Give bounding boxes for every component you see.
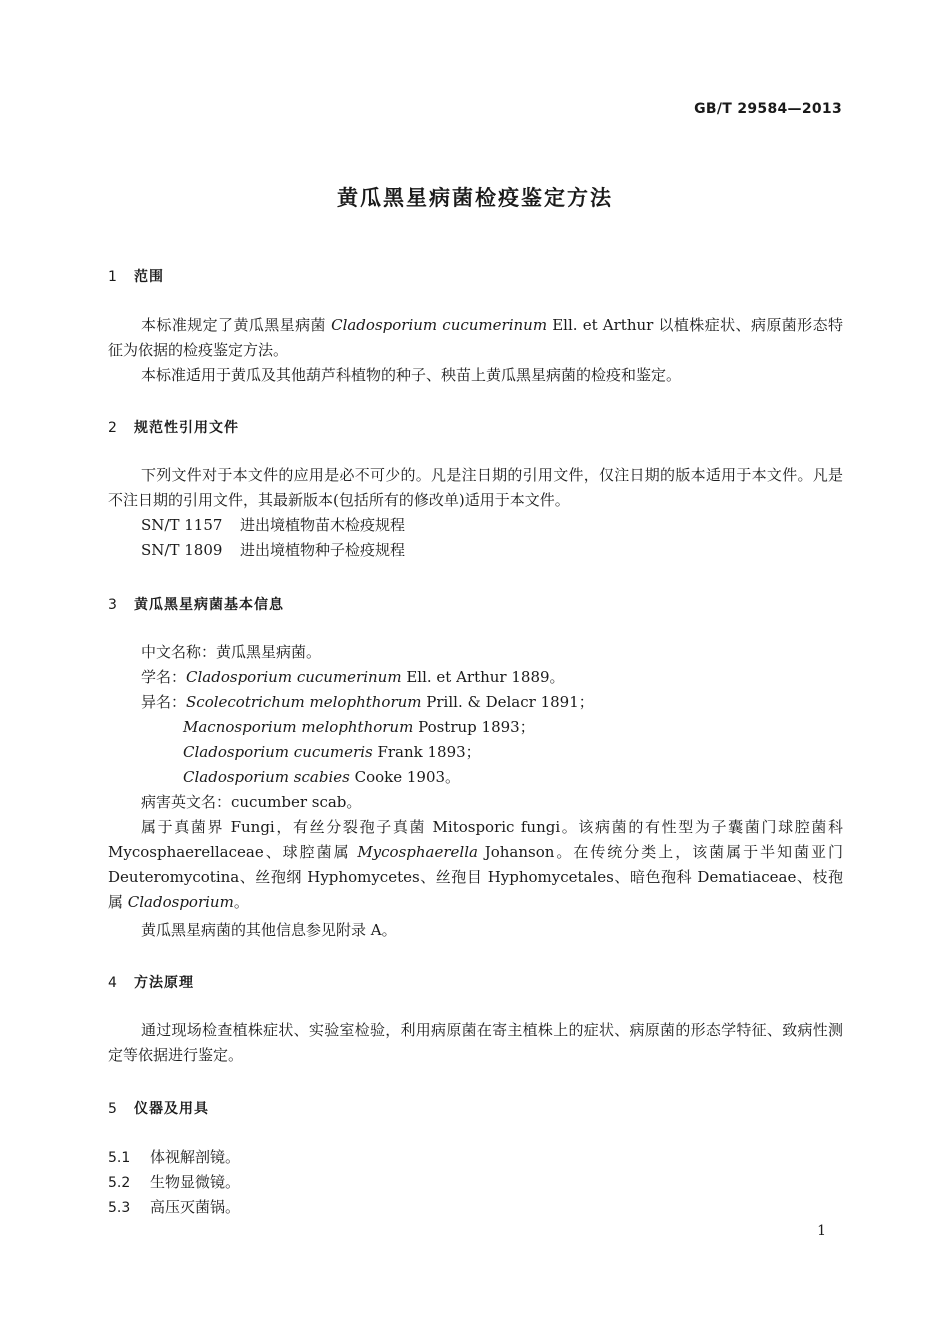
item-number: 5.1: [108, 1150, 131, 1166]
author: Cooke 1903。: [349, 768, 461, 786]
text-run: Ell. et Arthur 以植株症状、病原菌形态特征为依据的检疫鉴定方法。: [108, 316, 843, 359]
section-1-title: 范围: [134, 269, 164, 285]
section-1-heading: [108, 266, 164, 286]
item-text: 高压灭菌锅。: [150, 1198, 241, 1216]
item-text: 体视解剖镜。: [150, 1148, 241, 1166]
english-name-line: 病害英文名：cucumber scab。: [141, 793, 362, 811]
synonym-line: [141, 690, 594, 715]
reference-code: SN/T 1809: [141, 541, 223, 559]
section-5-heading: [108, 1098, 209, 1118]
item-number: 5.3: [108, 1200, 131, 1216]
section-2-heading: [108, 417, 239, 437]
author: Frank 1893；: [372, 743, 481, 761]
section-4-number: 4: [108, 975, 118, 991]
item-number: 5.2: [108, 1175, 131, 1191]
text-run: 本标准规定了黄瓜黑星病菌: [141, 316, 332, 334]
item-text: 生物显微镜。: [150, 1173, 241, 1191]
reference-title: 进出境植物种子检疫规程: [240, 541, 406, 559]
section-2-number: 2: [108, 420, 118, 436]
scientific-name: Cladosporium cucumeris: [183, 743, 373, 761]
scientific-name: Cladosporium cucumerinum: [186, 668, 402, 686]
scientific-name: Cladosporium: [127, 893, 234, 911]
equipment-item: [108, 1170, 240, 1196]
section-1-paragraph-2: 本标准适用于黄瓜及其他葫芦科植物的种子、秧苗上黄瓜黑星病菌的检疫和鉴定。: [141, 366, 682, 384]
section-1-number: 1: [108, 269, 118, 285]
synonym-line: [183, 740, 481, 765]
scientific-name-line: [141, 665, 565, 690]
section-2-paragraph-1: 下列文件对于本文件的应用是必不可少的。凡是注日期的引用文件，仅注日期的版本适用于本文件。凡是不注日期的引用文件，其最新版本(包括所有的修改单)适用于本文件。: [108, 466, 843, 509]
synonym-line: [183, 715, 535, 740]
section-1-paragraph-1: [108, 313, 843, 363]
other-info-paragraph: 黄瓜黑星病菌的其他信息参见附录 A。: [141, 921, 397, 939]
author: Postrup 1893；: [413, 718, 535, 736]
reference-item: [141, 538, 405, 563]
standard-code: GB/T 29584—2013: [694, 101, 842, 117]
document-title: 黄瓜黑星病菌检疫鉴定方法: [337, 186, 613, 210]
text-run: Johanson。在传统分类上，该菌属于半知菌亚门 Deuteromycotina、丝孢纲 Hyphomycetes、丝孢目 Hyphomycetales、暗色孢科 Dematiaceae、枝孢属: [108, 843, 843, 911]
equipment-item: [108, 1195, 240, 1221]
section-5-title: 仪器及用具: [134, 1101, 209, 1117]
scientific-name: Cladosporium scabies: [183, 768, 350, 786]
section-3-title: 黄瓜黑星病菌基本信息: [134, 597, 284, 613]
section-4-paragraph-1: 通过现场检查植株症状、实验室检验，利用病原菌在寄主植株上的症状、病原菌的形态学特征、致病性测定等依据进行鉴定。: [108, 1021, 843, 1064]
section-5-number: 5: [108, 1101, 118, 1117]
scientific-name: Cladosporium cucumerinum: [331, 316, 548, 334]
label: 异名：: [141, 693, 187, 711]
equipment-item: [108, 1145, 240, 1171]
text-run: 。: [233, 893, 249, 911]
reference-code: SN/T 1157: [141, 516, 223, 534]
scientific-name: Scolecotrichum melophthorum: [186, 693, 422, 711]
reference-item: [141, 513, 405, 538]
author: Ell. et Arthur 1889。: [401, 668, 565, 686]
section-4-heading: [108, 972, 194, 992]
text-run: 属于真菌界 Fungi，有丝分裂孢子真菌 Mitosporic fungi。该病菌的有性型为子囊菌门球腔菌科 Mycosphaerellaceae、球腔菌属: [108, 818, 843, 861]
scientific-name: Macnosporium melophthorum: [183, 718, 414, 736]
reference-title: 进出境植物苗木检疫规程: [240, 516, 406, 534]
section-4-title: 方法原理: [134, 975, 194, 991]
author: Prill. & Delacr 1891；: [421, 693, 594, 711]
section-3-number: 3: [108, 597, 118, 613]
page-number: 1: [817, 1223, 826, 1239]
section-2-title: 规范性引用文件: [134, 420, 239, 436]
taxonomy-paragraph: [108, 815, 843, 915]
scientific-name: Mycosphaerella: [357, 843, 478, 861]
synonym-line: [183, 765, 460, 790]
section-3-heading: [108, 594, 284, 614]
label: 学名：: [141, 668, 187, 686]
chinese-name-line: 中文名称：黄瓜黑星病菌。: [141, 643, 322, 661]
